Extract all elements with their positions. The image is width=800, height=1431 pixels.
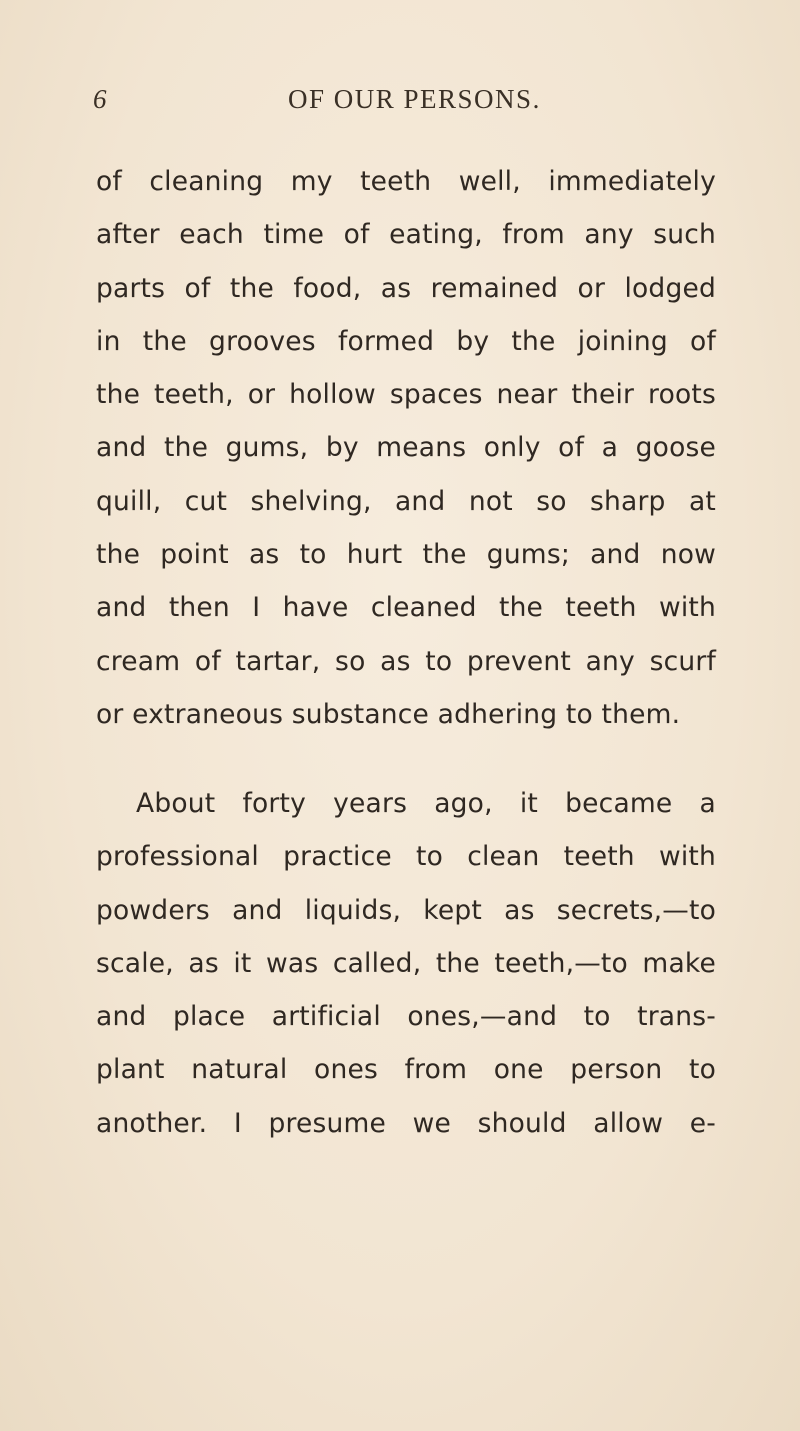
text-line: scale, as it was called, the teeth,—to make [96,947,716,979]
text-line: About forty years ago, it became a [136,788,716,819]
paragraph-2 [96,777,716,1150]
text-line: the teeth, or hollow spaces near their roots [96,379,716,411]
page-number: 6 [93,84,108,114]
text-line: plant natural ones from one person to [96,1054,716,1086]
text-line: and place artificial ones,—and to trans- [96,1001,716,1033]
text-line: after each time of eating, from any such [96,219,716,251]
running-head [93,84,713,124]
text-line: professional practice to clean teeth with [96,841,716,873]
text-line: and the gums, by means only of a goose [96,432,716,464]
text-line: and then I have cleaned the teeth with [96,592,716,624]
running-title: OF OUR PERSONS. [288,84,541,114]
text-line: quill, cut shelving, and not so sharp at [96,485,716,517]
text-line: another. I presume we should allow e- [96,1107,716,1139]
text-line: cream of tartar, so as to prevent any scurf [96,645,716,677]
text-line: the point as to hurt the gums; and now [96,539,716,571]
text-line: in the grooves formed by the joining of [96,325,716,357]
text-line: of cleaning my teeth well, immediately [96,166,716,197]
text-line: or extraneous substance adhering to them. [96,698,681,730]
text-line: parts of the food, as remained or lodged [96,272,716,304]
text-line: powders and liquids, kept as secrets,—to [96,894,716,926]
paragraph-1 [96,155,716,741]
